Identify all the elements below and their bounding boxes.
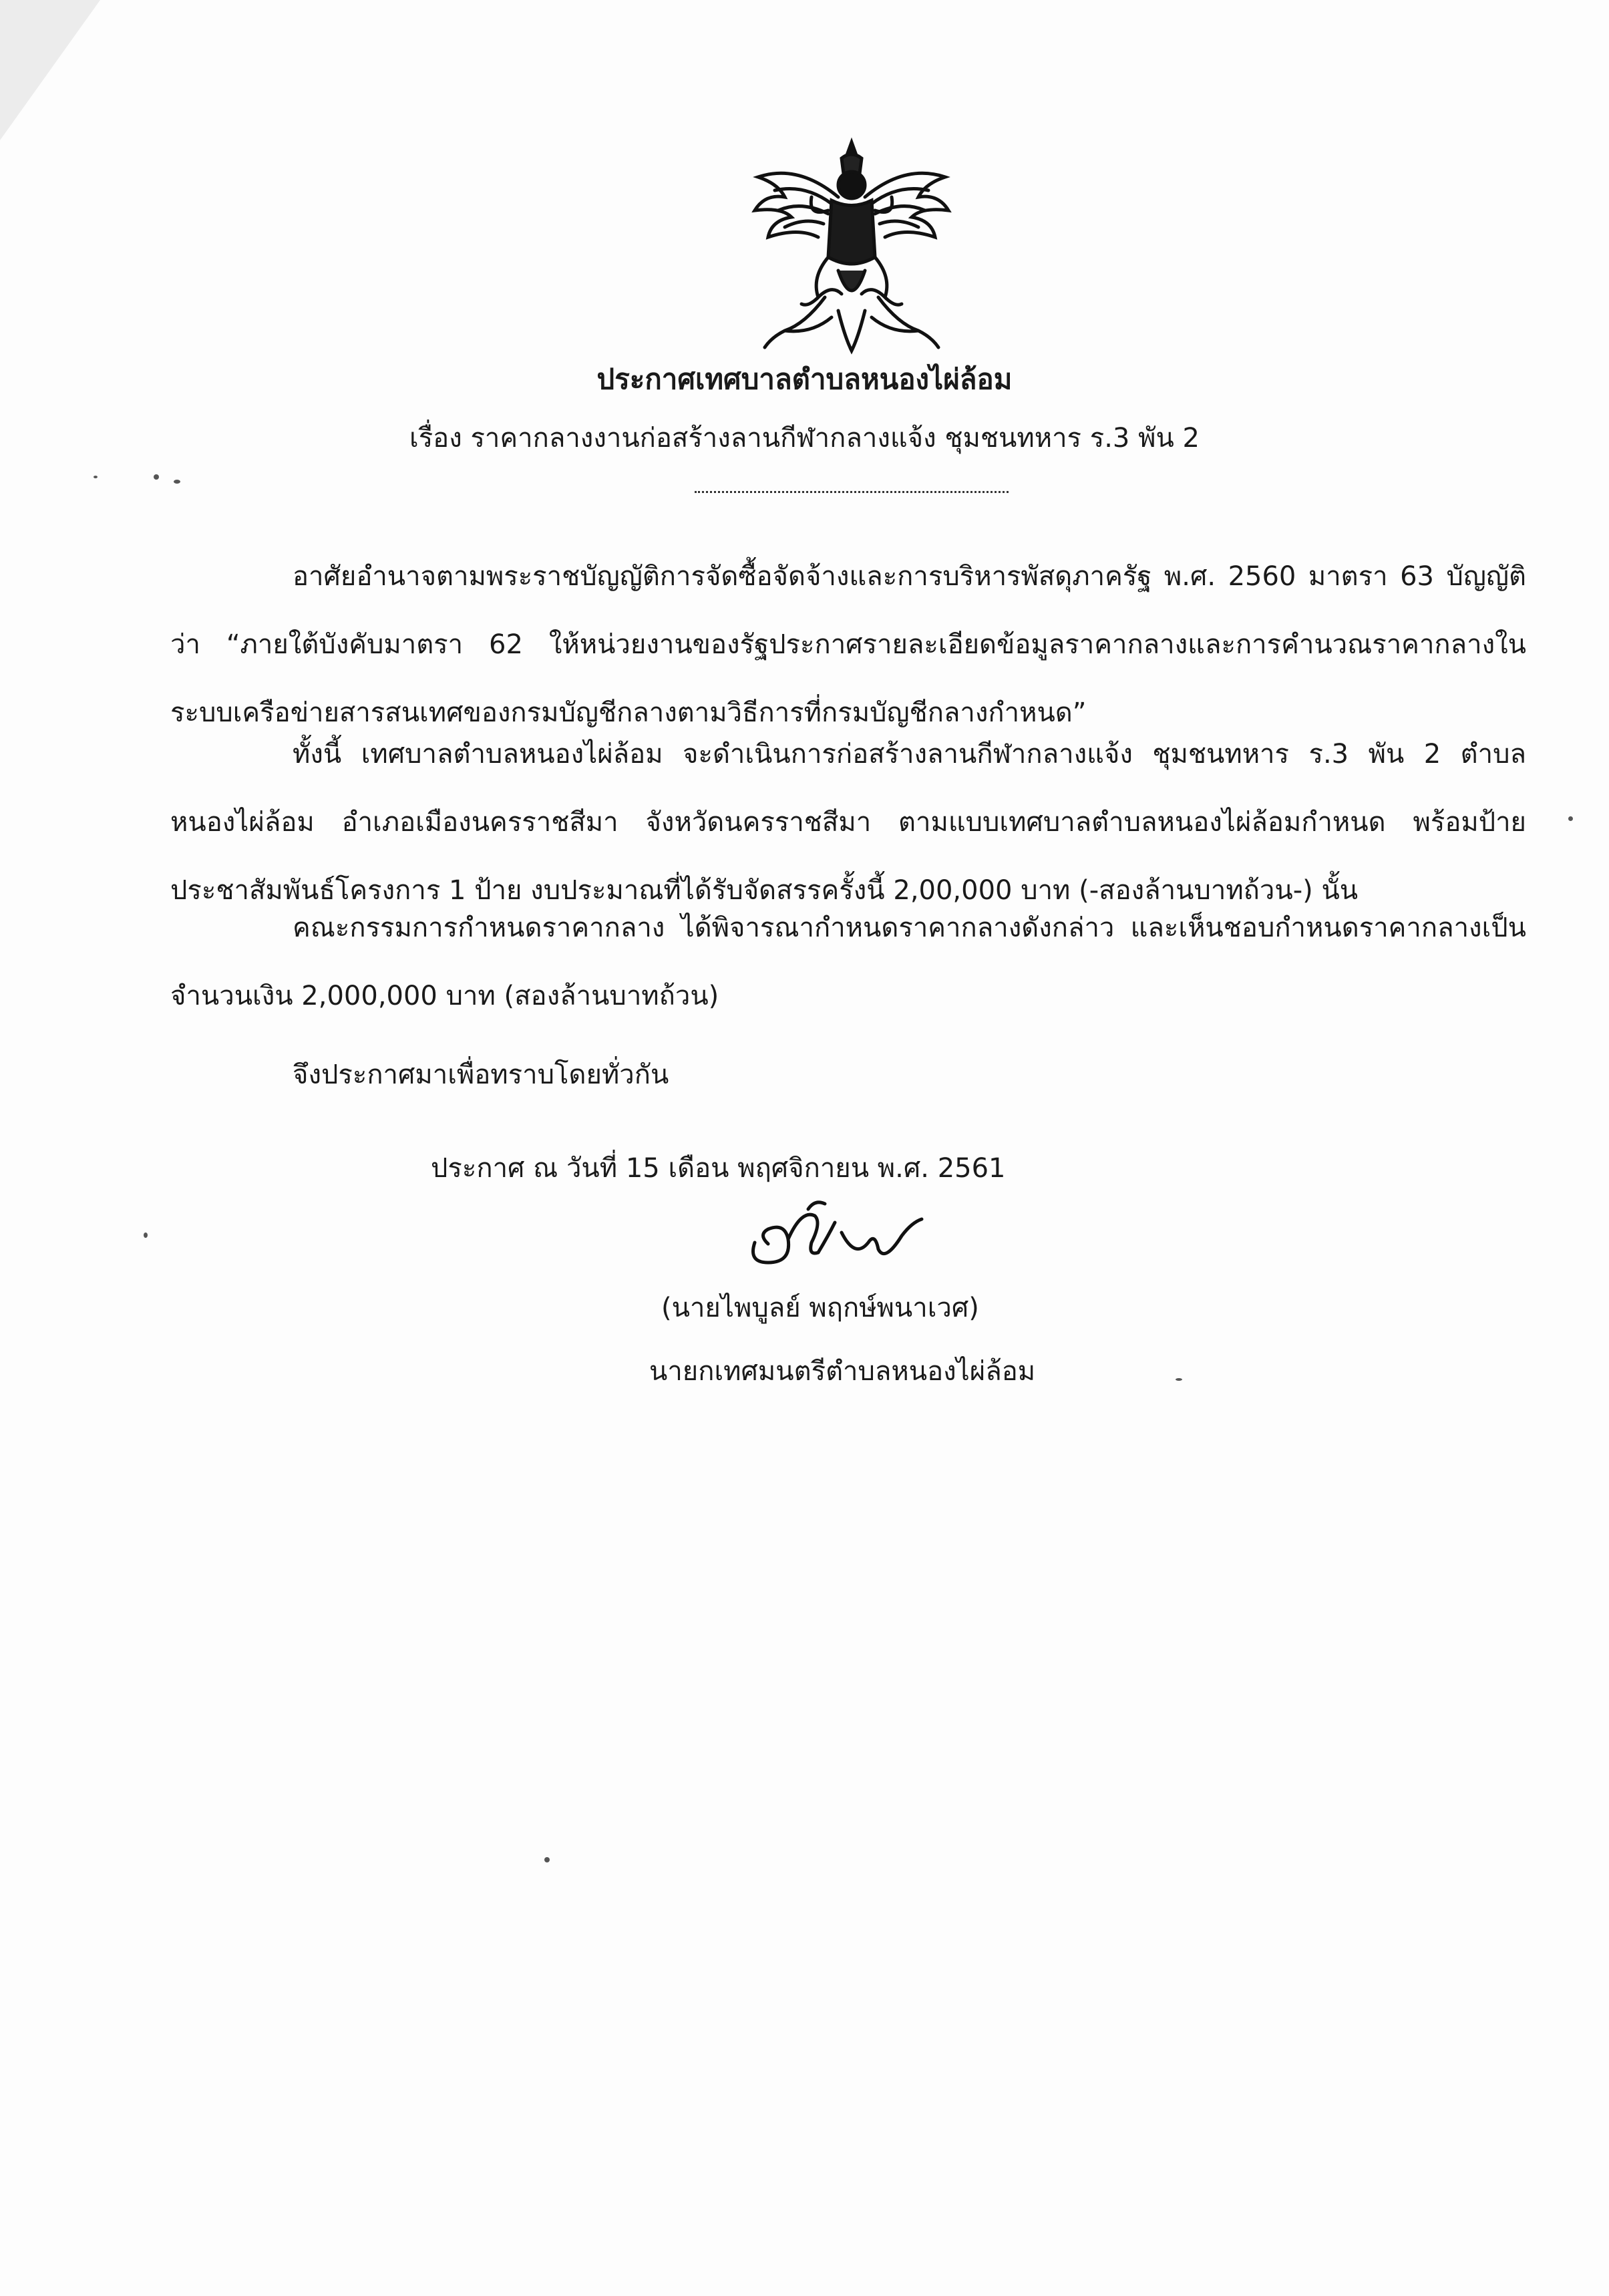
signer-title: นายกเทศมนตรีตำบลหนองไผ่ล้อม [649, 1356, 1036, 1387]
scan-speck [174, 480, 180, 484]
announcement-subject: เรื่อง ราคากลางงานก่อสร้างลานกีฬากลางแจ้ง ชุมชนทหาร ร.3 พัน 2 [409, 423, 1200, 454]
page-corner-fold [0, 0, 100, 140]
body-paragraph-3: คณะกรรมการกำหนดราคากลาง ได้พิจารณากำหนดราคากลางดังกล่าว และเห็นชอบกำหนดราคากลางเป็นจำนวนเงิน 2,000,000 บาท (สองล้านบาทถ้วน) [170, 913, 1526, 1011]
signer-name: (นายไพบูลย์ พฤกษ์พนาเวศ) [661, 1293, 979, 1323]
handwritten-signature-icon [741, 1196, 928, 1276]
scan-speck [154, 474, 159, 480]
scan-speck [1568, 816, 1573, 821]
scan-speck [94, 476, 98, 478]
scan-speck [544, 1857, 550, 1862]
announcement-date: ประกาศ ณ วันที่ 15 เดือน พฤศจิกายน พ.ศ. 2561 [431, 1153, 1006, 1184]
scan-speck [144, 1233, 148, 1238]
body-paragraph-2: ทั้งนี้ เทศบาลตำบลหนองไผ่ล้อม จะดำเนินการก่อสร้างลานกีฬากลางแจ้ง ชุมชนทหาร ร.3 พัน 2 ตำบลหนองไผ่ล้อม อำเภอเมืองนครราชสีมา จังหวัดนครราชสีมา ตามแบบเทศบาลตำบลหนองไผ่ล้อมกำหนด พร้อมป้ายประชาสัมพันธ์โครงการ 1 ป้าย งบประมาณที่ได้รับจัดสรรครั้งนี้ 2,00,000 บาท (-สองล้านบาทถ้วน-) นั้น [170, 739, 1527, 906]
scan-speck [1176, 1378, 1182, 1381]
body-paragraph-1: อาศัยอำนาจตามพระราชบัญญัติการจัดซื้อจัดจ้างและการบริหารพัสดุภาครัฐ พ.ศ. 2560 มาตรา 63 บัญญัติว่า “ภายใต้บังคับมาตรา 62 ให้หน่วยงานของรัฐประกาศรายละเอียดข้อมูลราคากลางและการคำนวณราคากลางในระบบเครือข่ายสารสนเทศของกรมบัญชีกลางตามวิธีการที่กรมบัญชีกลางกำหนด” [170, 561, 1526, 728]
body-paragraph-4: จึงประกาศมาเพื่อทราบโดยทั่วกัน [293, 1059, 669, 1090]
garuda-emblem-icon [745, 137, 958, 357]
announcement-title: ประกาศเทศบาลตำบลหนองไผ่ล้อม [596, 363, 1013, 395]
dotted-divider [695, 491, 1009, 493]
